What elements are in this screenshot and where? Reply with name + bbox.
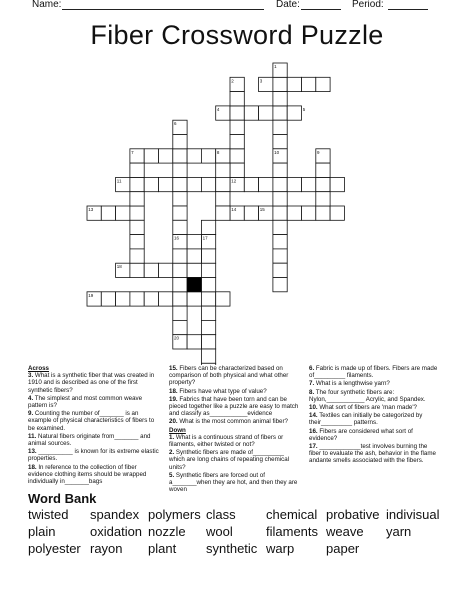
clue-item	[309, 365, 441, 379]
grid-cell[interactable]	[287, 77, 301, 91]
clue-number: 3.	[28, 372, 34, 380]
clue-number: 14.	[309, 412, 318, 420]
grid-cell[interactable]	[159, 177, 173, 191]
name-label: Name:	[32, 0, 62, 10]
grid-cell[interactable]	[316, 192, 330, 206]
grid-cell[interactable]	[173, 249, 187, 263]
clue-number: 20.	[169, 418, 178, 426]
clue-number: 11.	[28, 432, 37, 440]
grid-cell[interactable]	[273, 177, 287, 191]
word-bank-item: class	[206, 507, 236, 522]
clue-item	[28, 372, 160, 394]
clue-item	[309, 404, 441, 411]
grid-cell[interactable]	[130, 292, 144, 306]
grid-cell[interactable]	[201, 306, 215, 320]
across-header: Across	[28, 365, 49, 372]
clue-text: What is a synthetic fiber that was created in 1910 and is described as one of the first synthetic fibers?	[28, 372, 155, 394]
grid-cell[interactable]	[316, 77, 330, 91]
grid-cell[interactable]	[130, 177, 144, 191]
clue-text: What is a lengthwise yarn?	[314, 380, 390, 388]
across-clues-list	[28, 372, 160, 485]
cell-number: 16	[174, 235, 180, 241]
grid-cell[interactable]	[201, 177, 215, 191]
grid-cell[interactable]	[173, 192, 187, 206]
word-bank-item: twisted	[28, 507, 69, 522]
clue-text: What is a continuous strand of fibers or filaments, either twisted or not?	[169, 433, 284, 449]
grid-cell[interactable]	[130, 235, 144, 249]
grid-cell[interactable]	[244, 177, 258, 191]
grid-cell[interactable]	[230, 106, 244, 120]
cell-number: 8	[216, 149, 220, 155]
word-bank-item: chemical	[266, 507, 318, 522]
grid-cell[interactable]	[101, 206, 115, 220]
word-bank-item: filaments	[266, 524, 319, 539]
clue-item	[169, 472, 299, 494]
clue-number: 4.	[28, 394, 34, 402]
clue-text: Fabric is made up of fibers. Fibers are made of_________ filaments.	[309, 365, 438, 380]
grid-cell[interactable]	[130, 249, 144, 263]
grid-cell[interactable]	[230, 163, 244, 177]
grid-cell[interactable]	[273, 77, 287, 91]
grid-cell[interactable]	[273, 278, 287, 292]
word-bank-item: nozzle	[148, 524, 186, 539]
grid-cell[interactable]	[144, 263, 158, 277]
clue-item	[169, 388, 299, 395]
grid-cell[interactable]	[173, 263, 187, 277]
cell-number: 17	[202, 235, 208, 241]
grid-cell[interactable]	[101, 292, 115, 306]
grid-cell[interactable]	[287, 177, 301, 191]
grid-cell[interactable]	[130, 220, 144, 234]
grid-cell[interactable]	[330, 177, 344, 191]
clue-item	[169, 365, 299, 387]
grid-cell[interactable]	[173, 278, 187, 292]
grid-cell[interactable]	[187, 335, 201, 349]
clue-item	[28, 410, 160, 432]
grid-cell[interactable]	[173, 320, 187, 334]
word-bank-title: Word Bank	[28, 491, 97, 506]
grid-cell[interactable]	[273, 92, 287, 106]
cell-number: 9	[317, 149, 320, 155]
word-bank-item: polymers	[148, 507, 201, 522]
clue-text: Textiles can initially be categorized by their_________ patterns.	[309, 412, 423, 427]
cell-number: 12	[231, 178, 237, 184]
grid-cell[interactable]	[330, 206, 344, 220]
cell-number: 3	[259, 78, 263, 84]
clue-item	[169, 396, 299, 418]
grid-cell[interactable]	[230, 135, 244, 149]
grid-cell[interactable]	[302, 177, 316, 191]
cell-number: 4	[216, 106, 220, 112]
word-bank-item: polyester	[28, 541, 81, 556]
grid-cell[interactable]	[144, 149, 158, 163]
word-bank-item: plain	[28, 524, 56, 539]
grid-cell[interactable]	[187, 177, 201, 191]
clue-item	[309, 412, 441, 426]
clue-text: Natural fibers originate from_______ and animal sources.	[28, 432, 151, 448]
grid-cell[interactable]	[144, 292, 158, 306]
cell-number: 20	[174, 335, 180, 341]
clue-item	[309, 443, 441, 465]
grid-cell[interactable]	[273, 263, 287, 277]
clue-number: 17.	[309, 443, 318, 451]
grid-cell[interactable]	[116, 292, 130, 306]
grid-cell[interactable]	[187, 235, 201, 249]
grid-cell[interactable]	[201, 149, 215, 163]
clues-column-3	[309, 365, 441, 466]
clue-text: The four synthetic fibers are: Nylon,___________ Acrylic, and Spandex.	[309, 388, 426, 403]
grid-cell[interactable]	[216, 177, 230, 191]
clue-number: 10.	[309, 404, 318, 412]
clue-text: Synthetic fibers are made of_________ which are long chains of repeating chemical units?	[169, 449, 290, 471]
grid-cell[interactable]	[244, 106, 258, 120]
clue-item	[28, 395, 160, 409]
grid-cell[interactable]	[216, 206, 230, 220]
clues-column-2	[169, 365, 299, 494]
grid-cell[interactable]	[187, 249, 201, 263]
grid-cell[interactable]	[273, 220, 287, 234]
period-label: Period:	[352, 0, 384, 10]
clue-text: In reference to the collection of fiber evidence clothing items should be wrapped individually in_______bags	[28, 463, 147, 486]
clue-number: 9.	[28, 410, 34, 418]
word-bank-item: paper	[326, 541, 360, 556]
grid-cell[interactable]	[201, 335, 215, 349]
grid-cell[interactable]	[130, 192, 144, 206]
grid-cell[interactable]	[216, 192, 230, 206]
grid-cell[interactable]	[244, 206, 258, 220]
blocked-cell	[187, 278, 201, 292]
cell-number: 2	[231, 78, 234, 84]
word-bank-item: spandex	[90, 507, 140, 522]
grid-cell[interactable]	[201, 349, 215, 363]
grid-cell[interactable]	[159, 149, 173, 163]
word-bank-item: plant	[148, 541, 177, 556]
grid-cell[interactable]	[173, 177, 187, 191]
cell-number: 7	[131, 149, 134, 155]
clue-text: Fibers can be characterized based on comparison of both physical and what other property?	[169, 365, 289, 387]
clue-item	[28, 448, 160, 462]
grid-cell[interactable]	[173, 220, 187, 234]
grid-cell[interactable]	[273, 106, 287, 120]
grid-cell[interactable]	[230, 149, 244, 163]
grid-cell[interactable]	[259, 106, 273, 120]
cell-number: 1	[274, 64, 277, 69]
grid-cell[interactable]	[144, 177, 158, 191]
grid-cell[interactable]	[316, 163, 330, 177]
clue-number: 2.	[169, 449, 175, 457]
grid-cell[interactable]	[316, 206, 330, 220]
grid-cell[interactable]	[173, 292, 187, 306]
clues-column-1	[28, 365, 160, 486]
word-bank-item: oxidation	[90, 524, 143, 539]
clue-item	[169, 434, 299, 448]
page-title: Fiber Crossword Puzzle	[90, 20, 384, 50]
word-bank-item: weave	[326, 524, 364, 539]
grid-cell[interactable]	[273, 206, 287, 220]
grid-cell[interactable]	[216, 163, 230, 177]
clue-text: Fibers have what type of value?	[177, 387, 267, 395]
clue-item	[309, 380, 441, 387]
cell-number: 13	[88, 207, 94, 212]
grid-cell[interactable]	[173, 206, 187, 220]
grid-cell[interactable]	[116, 206, 130, 220]
cell-number: 6	[174, 121, 177, 127]
grid-cell[interactable]	[201, 263, 215, 277]
clue-number: 18.	[28, 463, 37, 471]
grid-cell[interactable]	[273, 120, 287, 134]
clue-number: 6.	[309, 365, 315, 372]
grid-cell[interactable]	[173, 306, 187, 320]
grid-cell[interactable]	[201, 278, 215, 292]
clue-item	[309, 389, 441, 403]
grid-cell[interactable]	[201, 320, 215, 334]
down-clues-list	[169, 434, 299, 494]
word-bank-item: probative	[326, 507, 380, 522]
grid-cell[interactable]	[273, 249, 287, 263]
across-clues-list-2	[169, 365, 299, 426]
grid-cell[interactable]	[287, 206, 301, 220]
grid-cell[interactable]	[130, 263, 144, 277]
down-header: Down	[169, 426, 186, 434]
clue-text: Counting the number of_______ is an example of physical characteristics of fibers to be examined.	[28, 410, 155, 432]
clue-text: Synthetic fibers are forced out of a_______when they are hot, and then they are woven	[169, 471, 298, 494]
word-bank-item: rayon	[90, 541, 123, 556]
clue-item	[28, 433, 160, 447]
clue-item	[169, 449, 299, 471]
date-label: Date:	[276, 0, 300, 10]
clue-number: 15.	[169, 365, 178, 372]
grid-cell[interactable]	[230, 120, 244, 134]
clue-text: Fabrics that have been torn and can be pieced together like a puzzle are easy to match and classify as___________evidence	[169, 395, 299, 418]
clue-text: Fibers are considered what sort of evidence?	[309, 427, 413, 442]
grid-cell[interactable]	[159, 263, 173, 277]
grid-cell[interactable]	[187, 263, 201, 277]
cell-number: 19	[88, 292, 94, 298]
grid-cell[interactable]	[173, 135, 187, 149]
grid-cell[interactable]	[302, 206, 316, 220]
cell-number: 15	[259, 207, 265, 212]
clue-number: 5.	[169, 471, 175, 479]
clue-item	[169, 418, 299, 425]
clue-text: What sort of fibers are 'man made'?	[317, 404, 417, 412]
cell-number: 14	[231, 207, 237, 212]
grid-cell[interactable]	[130, 163, 144, 177]
clue-number: 7.	[309, 380, 315, 388]
grid-cell[interactable]	[173, 163, 187, 177]
clue-text: What is the most common animal fiber?	[177, 418, 288, 426]
word-bank-item: wool	[206, 524, 233, 539]
clue-number: 16.	[309, 427, 318, 435]
grid-cell[interactable]	[316, 177, 330, 191]
grid-cell[interactable]	[173, 149, 187, 163]
grid-cell[interactable]	[201, 249, 215, 263]
clue-item	[28, 464, 160, 486]
clue-text: The simplest and most common weave pattern is?	[28, 394, 143, 410]
grid-cell[interactable]	[287, 106, 301, 120]
grid-cell[interactable]	[216, 292, 230, 306]
cell-number: 18	[116, 264, 122, 270]
clue-number: 13.	[28, 448, 37, 456]
grid-cell[interactable]	[187, 149, 201, 163]
down-clues-list-2	[309, 365, 441, 465]
word-bank-item: yarn	[386, 524, 412, 539]
cell-number: 5	[302, 106, 306, 112]
grid-cell[interactable]	[273, 163, 287, 177]
grid-cell[interactable]	[273, 192, 287, 206]
grid-cell[interactable]	[230, 92, 244, 106]
clue-number: 19.	[169, 395, 178, 403]
clue-text: __________ is known for its extreme elastic properties.	[28, 448, 159, 463]
grid-cell[interactable]	[259, 177, 273, 191]
clue-text: ____________test involves burning the fiber to evaluate the ash, behavior in the flame andante smells associated with the fibers.	[309, 443, 436, 465]
clue-number: 1.	[169, 433, 175, 441]
word-bank-item: synthetic	[206, 541, 258, 556]
grid-cell[interactable]	[130, 206, 144, 220]
grid-cell[interactable]	[302, 77, 316, 91]
cell-number: 10	[274, 149, 280, 155]
grid-cell[interactable]	[273, 135, 287, 149]
grid-cell[interactable]	[201, 220, 215, 234]
grid-cell[interactable]	[187, 292, 201, 306]
grid-cell[interactable]	[159, 292, 173, 306]
clue-number: 18.	[169, 387, 178, 395]
word-bank-item: indivisual	[386, 507, 440, 522]
grid-cell[interactable]	[273, 235, 287, 249]
word-bank-item: warp	[266, 541, 295, 556]
clue-item	[309, 428, 441, 442]
cell-number: 11	[116, 178, 122, 184]
clue-number: 8.	[309, 388, 315, 396]
grid-cell[interactable]	[201, 292, 215, 306]
